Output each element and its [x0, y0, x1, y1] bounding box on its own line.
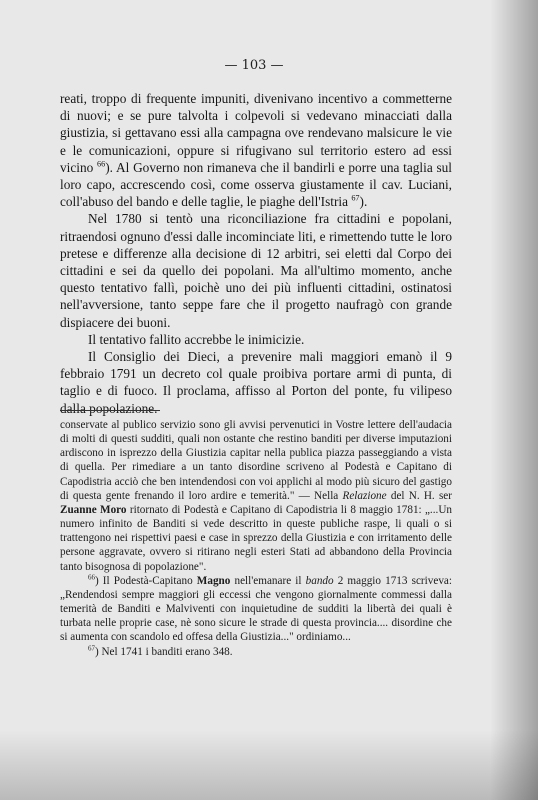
- footnotes: [60, 418, 452, 659]
- footnote-ref-66: 66: [97, 159, 106, 169]
- footnote-number-66: 66: [88, 572, 95, 581]
- page-bottom-shadow: [0, 730, 538, 800]
- page-number: — 103 —: [224, 58, 284, 73]
- footnote-66: $^{66}$) Il Podestà-Capitano Magno nell'emanare il bando 2 maggio 1713 scriveva: „Rendendosi sempre maggiori gli eccessi che vengono giornalmente commessi dalla temerità de Banditi e Malviventi con inquietudine de sudditi la libertà dei quali è turbata nelle proprie case, nè sono sicure le strade di questa provincia.... disordine che si aumenta con scandolo ed offesa della Giustizia..." ordiniamo...: [60, 572, 452, 644]
- main-text: [60, 90, 452, 417]
- footnote-ref-67: 67: [351, 193, 360, 203]
- footnote-67: $^{67}$) Nel 1741 i banditi erano 348.: [88, 643, 233, 658]
- paragraph-2: Nel 1780 si tentò una riconciliazione fra cittadini e popolani, ritraendosi ognuno d'essi dalle incominciate liti, e rimettendo tutte le loro pretese e differenze alla decisione di 12 arbitri, sei eletti dal Corpo dei cittadini e sei da quello dei popolani. Ma all'ultimo momento, anche questo tentativo fallì, poichè uno dei più influenti cittadini, ostinatosi nell'avversione, tanto seppe fare che il progetto naufragò con grande dispiacere dei buoni.: [60, 211, 452, 330]
- footnote-separator: [60, 410, 160, 411]
- footnote-number-67: 67: [88, 643, 95, 652]
- paragraph-4: Il Consiglio dei Dieci, a prevenire mali maggiori emanò il 9 febbraio 1791 un decreto col quale proibiva portare armi di punta, di taglio e di fuoco. Il proclama, affisso al Porton del ponte, fu vilipeso dalla popolazione.: [60, 349, 452, 416]
- page-edge-shadow: [490, 0, 538, 800]
- paragraph-3: Il tentativo fallito accrebbe le inimicizie.: [88, 331, 305, 347]
- footnote-continuation: conservate al publico servizio sono gli avvisi pervenutici in Vostre lettere dell'audacia di molti di questi sudditi, quali non ostante che restino banditi per diverse imputazioni ardiscono in isprezzo della Giustizia capitar nella publica piazza passeggiando a vista di quella. Per rimediare a un tanto disordine scriveno al Podestà e Capitano di Capodistria acciò che ben intendendosi con voi applichi al modo più sicuro del gastigo di questa gente frenando il loro ardire e temerità." — Nella Relazione del N. H. ser Zuanne Moro ritornato di Podestà e Capitano di Capodistria li 8 maggio 1781: „...Un numero infinito de Banditi si vede descritto in queste publiche raspe, li quali o si trattengono nei rispettivi paesi e case in sprezzo della Giustizia e con irritamento delle persone aggravate, ovvero si ritirano negli esteri Stati ad abbandono della Provincia tanto bisognosa di popolazione".: [60, 419, 453, 573]
- paragraph-1: reati, troppo di frequente impuniti, divenivano incentivo a commetterne di nuovi; e se pure talvolta i colpevoli si vedevano minacciati dalla giustizia, si gettavano essi alla campagna ove rendevano malsicure le vie e le comunicazioni, oppure si rifugivano sul territorio estero ad essi vicino $^{66}$). Al Governo non rimaneva che il bandirli e porre una taglia sul loro capo, accrescendo così, come osserva giustamente il cav. Luciani, coll'abuso del bando e delle taglie, le piaghe dell'Istria $^{67}$).: [60, 91, 452, 210]
